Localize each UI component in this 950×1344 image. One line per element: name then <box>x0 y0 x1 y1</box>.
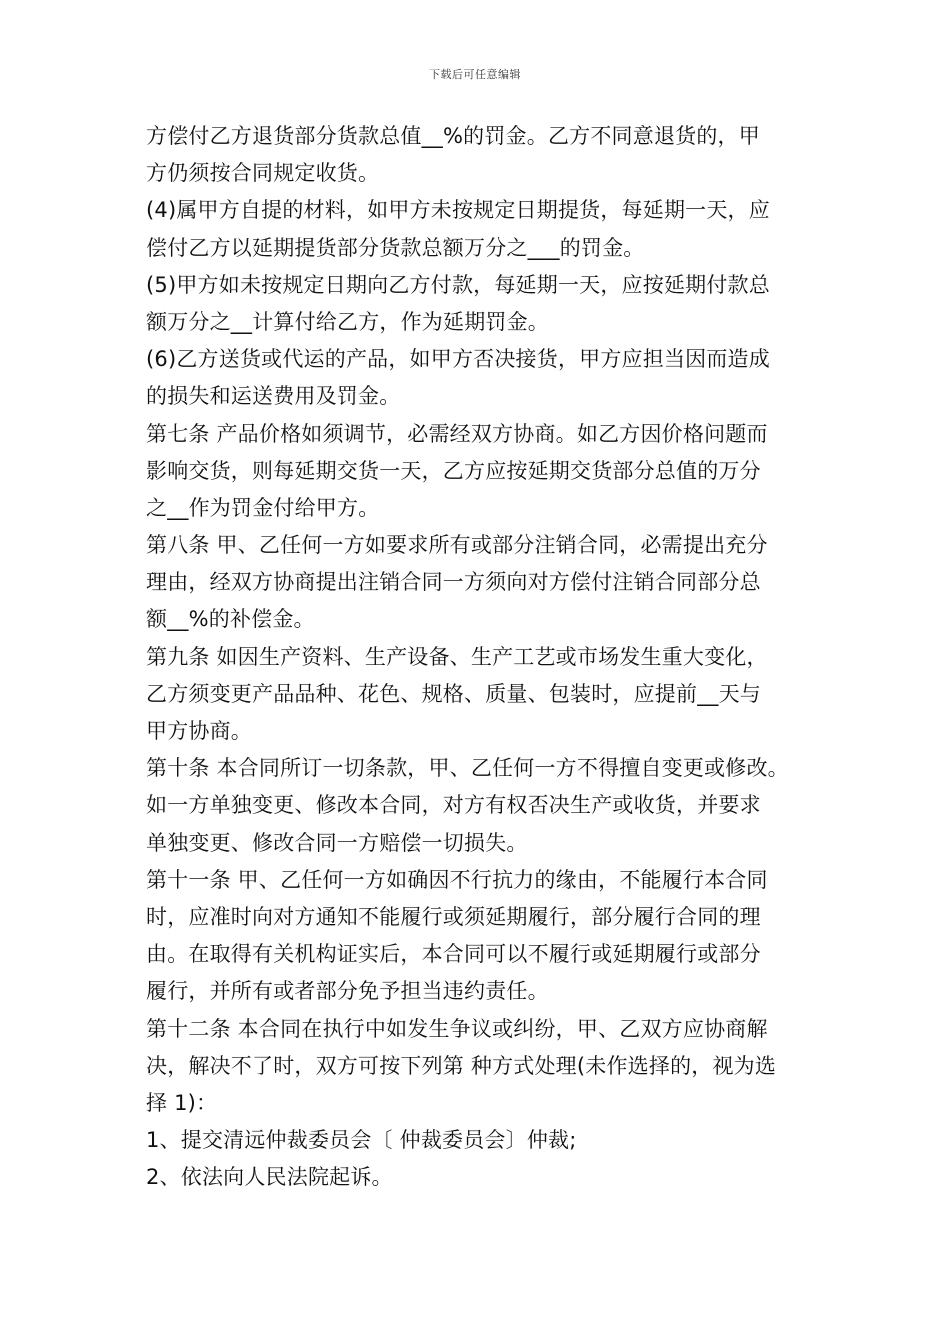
text-line: 第八条 甲、乙任何一方如要求所有或部分注销合同，必需提出充分 <box>146 533 768 558</box>
text-line: (5)甲方如未按规定日期向乙方付款，每延期一天，应按延期付款总 <box>146 272 770 297</box>
text-line: 择 1)： <box>146 1090 218 1115</box>
text-line: 影响交货，则每延期交货一天，乙方应按延期交货部分总值的万分 <box>146 458 761 483</box>
text-line: (6)乙方送货或代运的产品，如甲方否决接货，甲方应担当因而造成 <box>146 347 770 372</box>
text-line: 的损失和运送费用及罚金。 <box>146 384 401 409</box>
text-line: 方偿付乙方退货部分货款总值__%的罚金。乙方不同意退货的，甲 <box>146 124 760 148</box>
text-line: 第十一条 甲、乙任何一方如确因不行抗力的缘由，不能履行本合同 <box>146 867 768 892</box>
text-line: 方仍须按合同规定收货。 <box>146 161 380 186</box>
text-line: (4)属甲方自提的材料，如甲方未按规定日期提货，每延期一天，应 <box>146 198 770 223</box>
text-line: 之__作为罚金付给甲方。 <box>146 495 380 520</box>
text-line: 由。在取得有关机构证实后，本合同可以不履行或延期履行或部分 <box>146 942 761 967</box>
text-line: 2、依法向人民法院起诉。 <box>146 1165 393 1190</box>
document-body <box>146 118 814 1196</box>
text-line: 第十二条 本合同在执行中如发生争议或纠纷，甲、乙双方应协商解 <box>146 1016 768 1041</box>
text-line: 额__%的补偿金。 <box>146 607 315 632</box>
text-line: 理由，经双方协商提出注销合同一方须向对方偿付注销合同部分总 <box>146 570 761 595</box>
text-line: 决，解决不了时，双方可按下列第 种方式处理(未作选择的，视为选 <box>146 1053 777 1078</box>
text-line: 额万分之__计算付给乙方，作为延期罚金。 <box>146 309 549 334</box>
text-line: 第七条 产品价格如须调节，必需经双方协商。如乙方因价格问题而 <box>146 421 768 446</box>
text-line: 甲方协商。 <box>146 719 252 743</box>
text-line: 履行，并所有或者部分免予担当违约责任。 <box>146 979 549 1004</box>
page-header-note: 下载后可任意编辑 <box>429 68 521 81</box>
text-line: 如一方单独变更、修改本合同，对方有权否决生产或收货，并要求 <box>146 793 761 818</box>
text-line: 偿付乙方以延期提货部分货款总额万分之___的罚金。 <box>146 235 645 260</box>
text-line: 第十条 本合同所订一切条款，甲、乙任何一方不得擅自变更或修改。 <box>146 756 789 781</box>
text-line: 单独变更、修改合同一方赔偿一切损失。 <box>146 830 528 855</box>
text-line: 乙方须变更产品品种、花色、规格、质量、包装时，应提前__天与 <box>146 681 761 706</box>
text-line: 1、提交清远仲裁委员会〔 仲裁委员会〕仲裁; <box>146 1128 577 1153</box>
text-line: 第九条 如因生产资料、生产设备、生产工艺或市场发生重大变化， <box>146 644 768 669</box>
text-line: 时，应准时向对方通知不能履行或须延期履行，部分履行合同的理 <box>146 904 761 929</box>
